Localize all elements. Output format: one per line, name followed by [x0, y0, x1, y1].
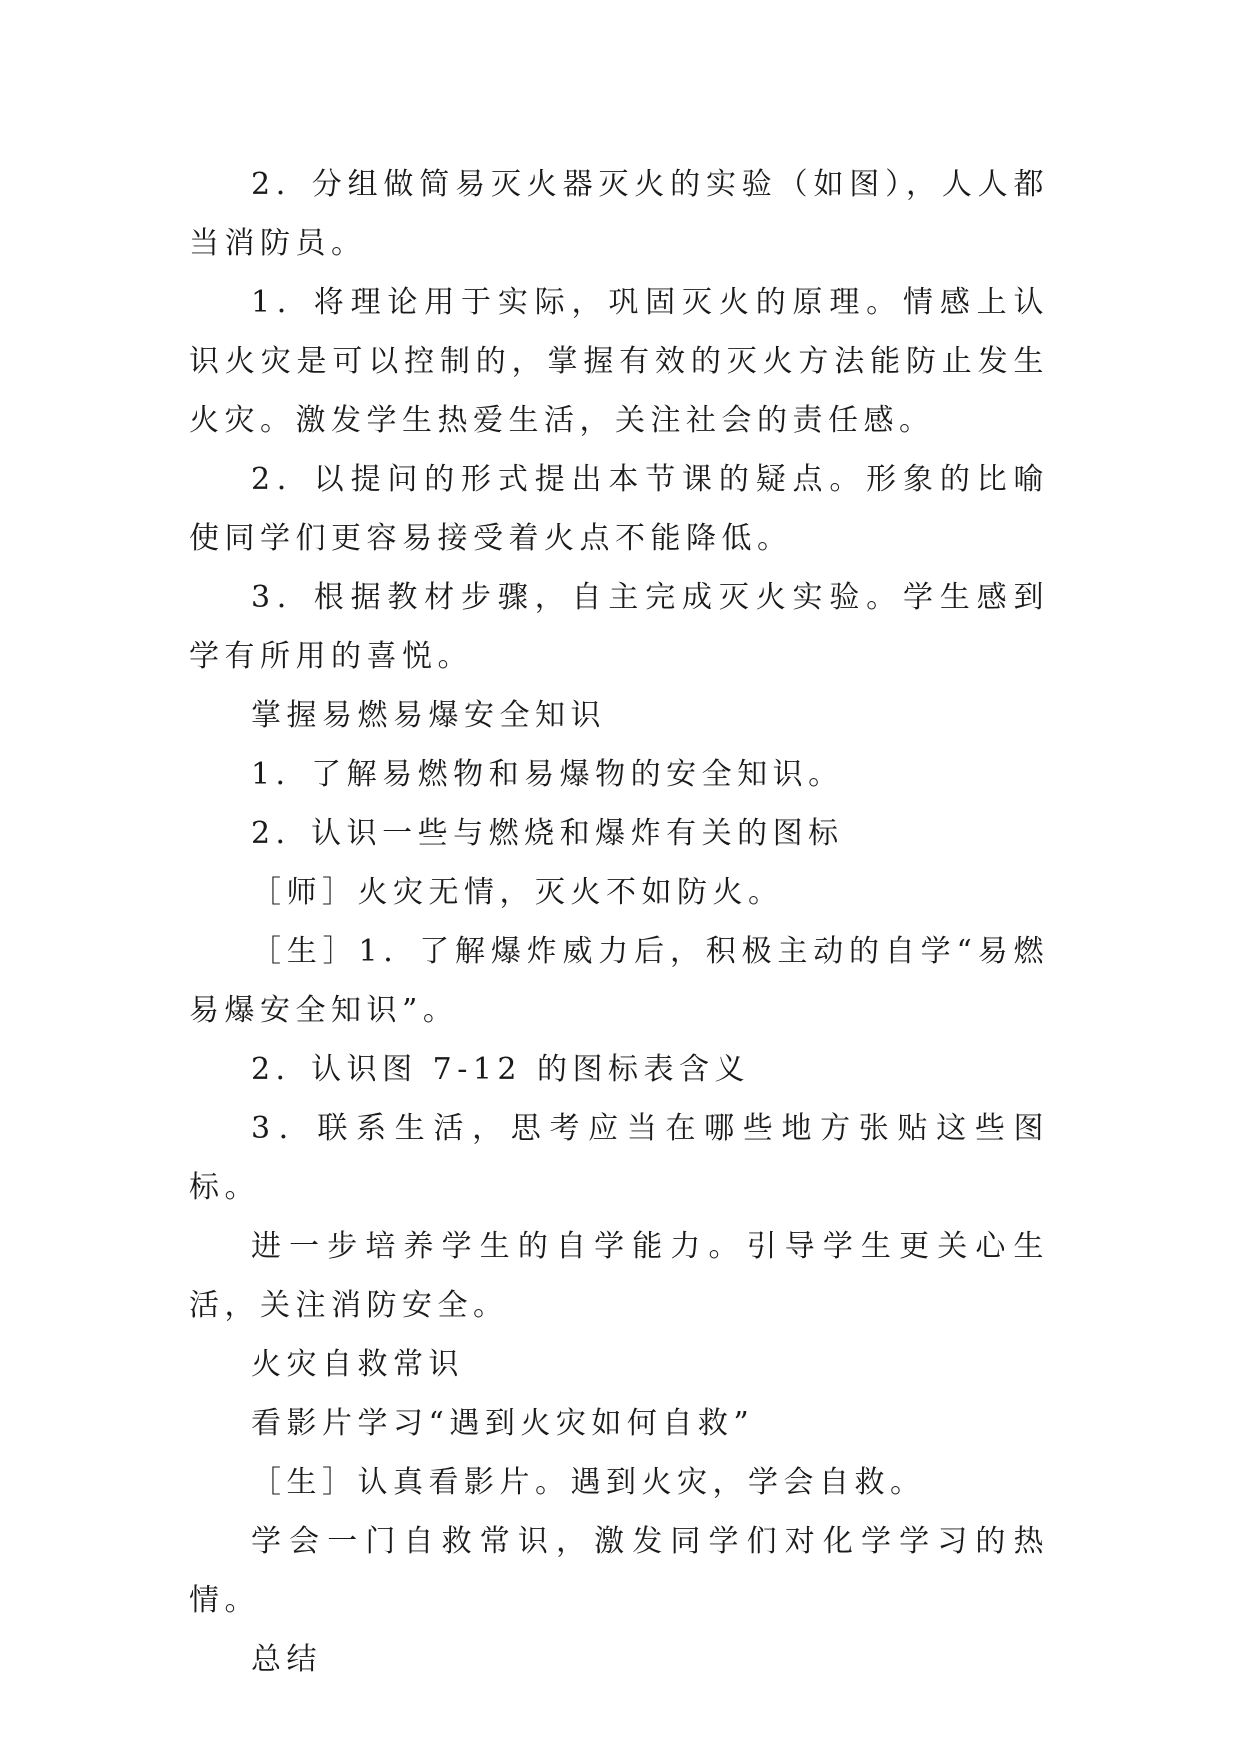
- paragraph: 2．分组做简易灭火器灭火的实验（如图），人人都当消防员。: [189, 167, 1049, 261]
- paragraph: 看影片学习“遇到火灾如何自救”: [251, 1406, 755, 1441]
- paragraph: 1．将理论用于实际，巩固灭火的原理。情感上认识火灾是可以控制的，掌握有效的灭火方法能防止发生火灾。激发学生热爱生活，关注社会的责任感。: [189, 285, 1049, 438]
- paragraph: 2．认识图 7-12 的图标表含义: [251, 1052, 751, 1087]
- paragraph: 进一步培养学生的自学能力。引导学生更关心生活，关注消防安全。: [189, 1229, 1049, 1323]
- paragraph: ［生］认真看影片。遇到火灾，学会自救。: [251, 1465, 926, 1500]
- section-heading: 总结: [251, 1642, 322, 1677]
- paragraph: ［师］火灾无情，灭火不如防火。: [251, 875, 784, 910]
- document-body: [189, 155, 1049, 1689]
- paragraph: 3．联系生活，思考应当在哪些地方张贴这些图标。: [189, 1111, 1049, 1205]
- paragraph: 2．以提问的形式提出本节课的疑点。形象的比喻使同学们更容易接受着火点不能降低。: [189, 462, 1049, 556]
- paragraph: ［生］1．了解爆炸威力后，积极主动的自学“易燃易爆安全知识”。: [189, 934, 1049, 1028]
- paragraph: 2．认识一些与燃烧和爆炸有关的图标: [251, 816, 844, 851]
- paragraph: 3．根据教材步骤，自主完成灭火实验。学生感到学有所用的喜悦。: [189, 580, 1049, 674]
- section-heading: 火灾自救常识: [251, 1347, 464, 1382]
- paragraph: 1．了解易燃物和易爆物的安全知识。: [251, 757, 844, 792]
- paragraph: 学会一门自救常识，激发同学们对化学学习的热情。: [189, 1524, 1049, 1618]
- section-heading: 掌握易燃易爆安全知识: [251, 698, 606, 733]
